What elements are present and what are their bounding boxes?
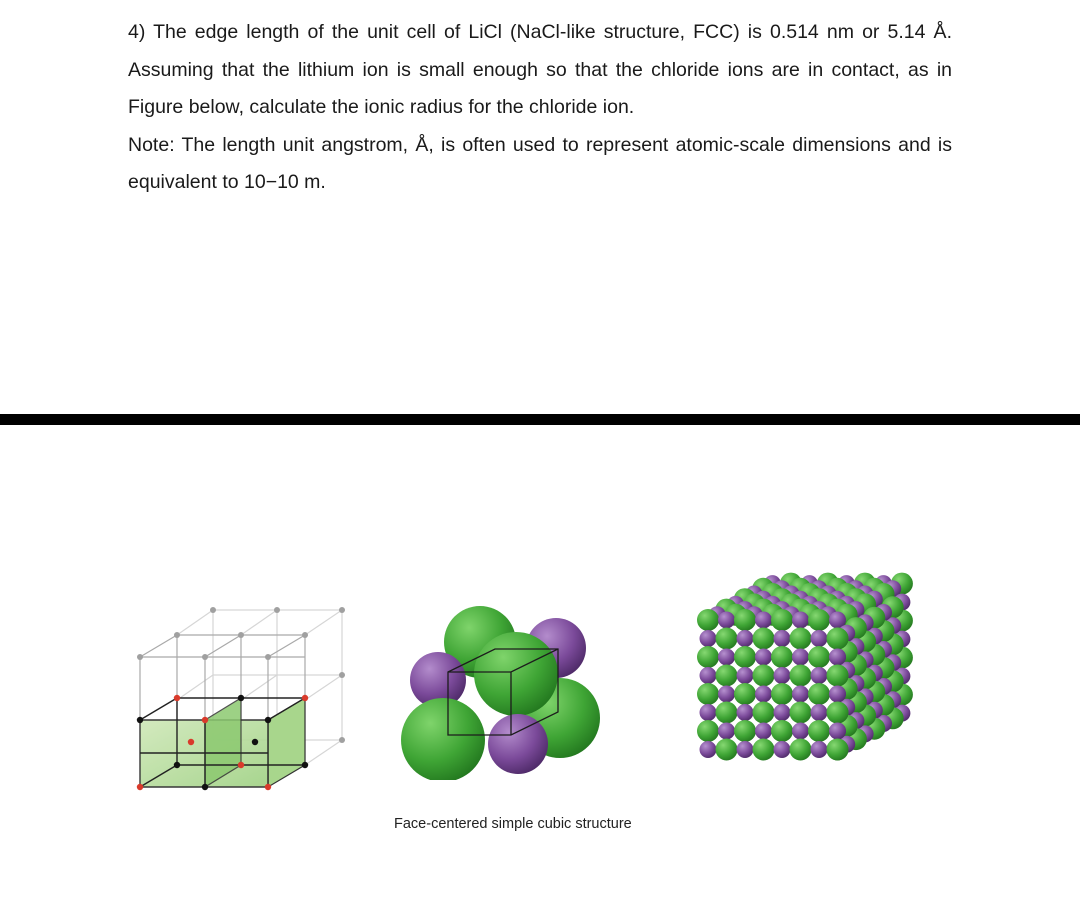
chloride-ion xyxy=(753,628,775,650)
chloride-ion xyxy=(790,628,812,650)
lattice-diagram xyxy=(125,595,360,800)
chloride-ion xyxy=(734,609,756,631)
lithium-ion xyxy=(811,667,828,684)
lithium-ion xyxy=(774,741,791,758)
chloride-ion xyxy=(771,683,793,705)
lithium-ion xyxy=(718,686,735,703)
lithium-ion xyxy=(755,723,772,740)
lithium-ion xyxy=(700,630,717,647)
chloride-ion xyxy=(827,628,849,650)
chloride-ion xyxy=(771,609,793,631)
lithium-ion xyxy=(811,741,828,758)
unit-cell-right-face xyxy=(268,698,305,787)
chloride-ion xyxy=(827,702,849,724)
chloride-ion xyxy=(790,702,812,724)
chloride-ion xyxy=(734,720,756,742)
chloride-ion xyxy=(790,665,812,687)
chloride-ion xyxy=(808,683,830,705)
chloride-ion xyxy=(716,702,738,724)
chloride-ion xyxy=(790,739,812,761)
lithium-ion xyxy=(792,686,809,703)
chloride-ion xyxy=(697,609,719,631)
chloride-ion xyxy=(808,646,830,668)
lithium-ion xyxy=(829,723,846,740)
lithium-ion-front xyxy=(488,714,548,774)
question-text-block xyxy=(128,14,952,202)
section-divider xyxy=(0,414,1080,425)
chloride-ion xyxy=(753,739,775,761)
chloride-ion xyxy=(716,628,738,650)
lithium-ion xyxy=(700,667,717,684)
lithium-ion xyxy=(829,649,846,666)
chloride-ion xyxy=(716,665,738,687)
question-paragraph: 4) The edge length of the unit cell of LiCl (NaCl-like structure, FCC) is 0.514 nm or 5.14 Å. Assuming that the lithium ion is small enough so that the chloride ions are in contact, as in Figure below, calculate the ionic radius for the chloride ion. xyxy=(128,21,952,118)
chloride-ion-center xyxy=(474,632,558,716)
lithium-ion xyxy=(737,704,754,721)
lithium-ion xyxy=(774,704,791,721)
crystal-ions xyxy=(697,573,913,761)
lithium-ion xyxy=(700,704,717,721)
lithium-ion xyxy=(718,649,735,666)
chloride-ion xyxy=(753,702,775,724)
chloride-ion xyxy=(808,720,830,742)
chloride-ion xyxy=(827,739,849,761)
chloride-ion xyxy=(697,720,719,742)
lithium-ion xyxy=(718,612,735,629)
lithium-ion xyxy=(737,630,754,647)
chloride-ion xyxy=(771,646,793,668)
lithium-ion xyxy=(829,686,846,703)
lithium-ion xyxy=(755,686,772,703)
chloride-ion xyxy=(734,646,756,668)
lithium-ion xyxy=(774,667,791,684)
chloride-ion xyxy=(697,683,719,705)
lithium-ion xyxy=(792,612,809,629)
chloride-ion xyxy=(697,646,719,668)
lithium-ion xyxy=(811,704,828,721)
figure-caption: Face-centered simple cubic structure xyxy=(394,816,632,832)
lithium-ion xyxy=(737,741,754,758)
chloride-ion xyxy=(808,609,830,631)
lithium-ion xyxy=(737,667,754,684)
lithium-ion xyxy=(700,741,717,758)
chloride-ion xyxy=(716,739,738,761)
chloride-ion xyxy=(734,683,756,705)
chloride-ion xyxy=(753,665,775,687)
lithium-ion xyxy=(718,723,735,740)
chloride-ion xyxy=(771,720,793,742)
chloride-ion xyxy=(827,665,849,687)
lithium-ion xyxy=(811,630,828,647)
extended-crystal-lattice xyxy=(690,552,952,790)
chloride-ion-front-left xyxy=(401,698,485,780)
lithium-ion xyxy=(755,649,772,666)
lithium-ion xyxy=(774,630,791,647)
lithium-ion xyxy=(792,723,809,740)
note-paragraph: Note: The length unit angstrom, Å, is often used to represent atomic-scale dimensions and is equivalent to 10−10 m. xyxy=(128,133,952,193)
lithium-ion xyxy=(755,612,772,629)
lithium-ion xyxy=(792,649,809,666)
space-filling-unit-cell xyxy=(398,600,608,780)
